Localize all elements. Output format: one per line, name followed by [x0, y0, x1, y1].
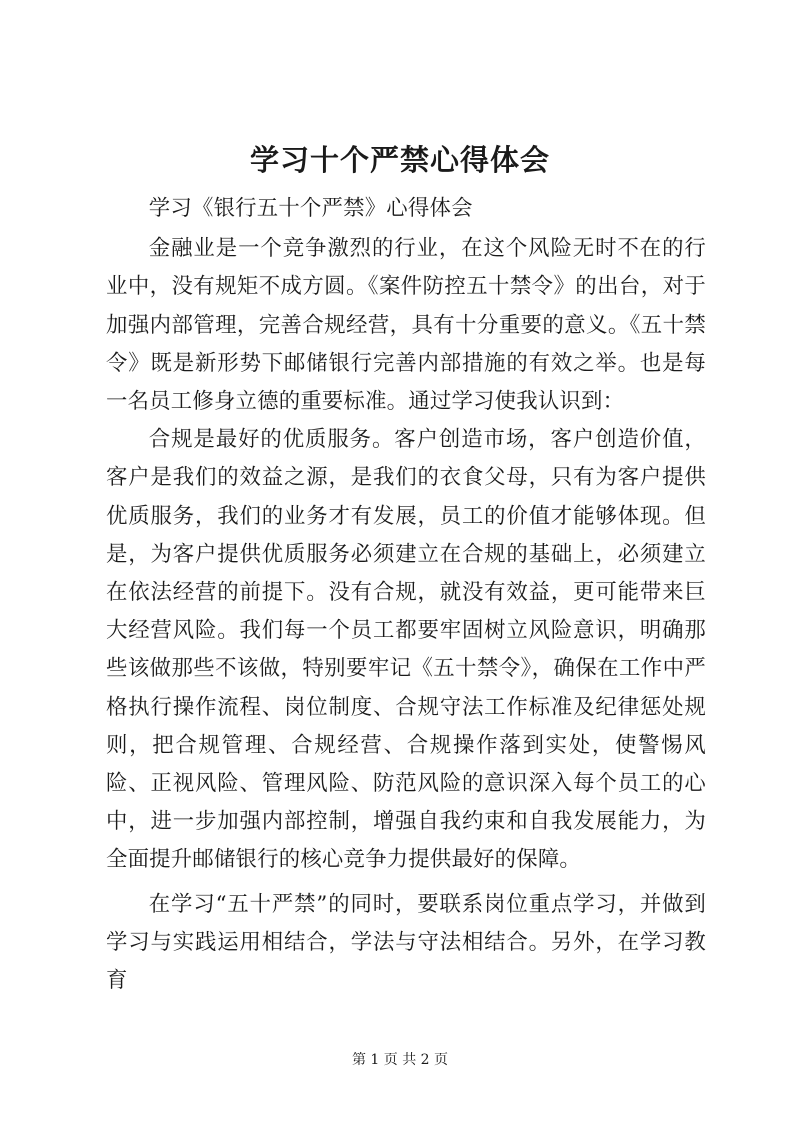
page-title: 学习十个严禁心得体会 [249, 143, 550, 177]
document-body [106, 190, 706, 1000]
paragraph: 合规是最好的优质服务。客户创造市场，客户创造价值，客户是我们的效益之源，是我们的衣食父母，只有为客户提供优质服务，我们的业务才有发展，员工的价值才能够体现。但是，为客户提供优质服务必须建立在合规的基础上，必须建立在依法经营的前提下。没有合规，就没有效益，更可能带来巨大经营风险。我们每一个员工都要牢固树立风险意识，明确那些该做那些不该做，特别要牢记《五十禁令》，确保在工作中严格执行操作流程、岗位制度、合规守法工作标准及纪律惩处规则，把合规管理、合规经营、合规操作落到实处，使警惕风险、正视风险、管理风险、防范风险的意识深入每个员工的心中，进一步加强内部控制，增强自我约束和自我发展能力，为全面提升邮储银行的核心竞争力提供最好的保障。 [106, 427, 706, 873]
page-footer: 第 1 页 共 2 页 [351, 1052, 449, 1068]
paragraph: 金融业是一个竞争激烈的行业，在这个风险无时不在的行业中，没有规矩不成方圆。《案件防控五十禁令》的出台，对于加强内部管理，完善合规经营，具有十分重要的意义。《五十禁令》既是新形势下邮储银行完善内部措施的有效之举。也是每一名员工修身立德的重要标准。通过学习使我认识到： [106, 236, 706, 415]
paragraph: 在学习“五十严禁”的同时，要联系岗位重点学习，并做到学习与实践运用相结合，学法与守法相结合。另外，在学习教育 [106, 891, 706, 994]
document-subtitle: 学习《银行五十个严禁》心得体会 [148, 196, 473, 221]
